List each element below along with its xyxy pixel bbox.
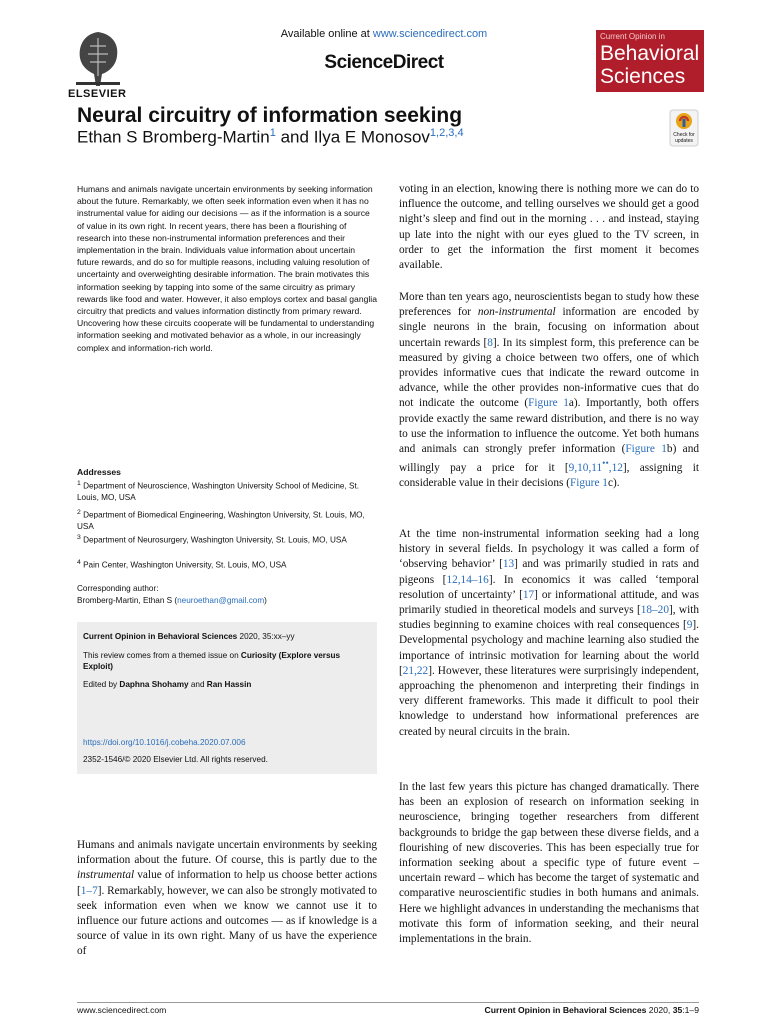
corresponding-label: Corresponding author: [77, 584, 159, 593]
body-paragraph-4: In the last few years this picture has changed dramatically. There has been an explosion of research on information seeking in neuroscience, bringing together researchers from different backgrounds to bridge the gap between these diverse fields, and a flourishing of new discoveries. This has been especially true for information seeking about a specific type of future event – uncertain reward – which has become the target of systematic and comparative neuroscientific studies in both humans and animals. Here we highlight advances in understanding the mechanisms that motivate this form of information seeking, and their neural implementations in the brain. [399, 781, 699, 946]
address-item: $^4$ Pain Center, Washington University, St. Louis, MO, USA [77, 559, 287, 570]
reference-link[interactable]: 17 [522, 588, 535, 601]
abstract-text: Humans and animals navigate uncertain environments by seeking information about the future. Remarkably, we often seek information even when it has no instrumental value for aiding our decisions — as if the information is a source of value in its own right. In recent years, there has been a flourishing of research into these non-instrumental information preferences and their implementation in the brain. Individuals value information about uncertain future rewards, and do so for multiple reasons, including valuing resolution of uncertainty and overweighting desirable information. The brain motivates this information seeking by tapping into some of the same circuitry as primary rewards like food and water. However, it also employs cortex and basal ganglia circuitry that predicts and values information distinctly from primary reward. Uncovering how these circuits cooperate will be fundamental to understanding information seeking and motivated behavior as a whole, in our increasingly complex and information-rich world. [77, 184, 377, 353]
reference-link[interactable]: 9,10,11 [568, 462, 603, 474]
corresponding-email-link[interactable]: neuroethan@gmail.com [177, 596, 265, 605]
article-authors: Ethan S Bromberg-Martin$^1$ and Ilya E Monosov$^{1,2,3,4}$ [77, 127, 464, 147]
address-item: $^3$ Department of Neurosurgery, Washington University, St. Louis, MO, USA [77, 534, 347, 545]
figure-link[interactable]: Figure 1 [569, 477, 608, 490]
journal-badge-small: Current Opinion in [600, 32, 665, 41]
figure-link[interactable]: Figure 1 [625, 443, 667, 456]
address-item: $^2$ Department of Biomedical Engineering, Washington University, St. Louis, MO, USA [77, 509, 365, 531]
reference-link[interactable]: 18–20 [640, 604, 669, 617]
journal-cover-badge[interactable] [596, 30, 704, 92]
footer-citation: Current Opinion in Behavioral Sciences 2020, 35:1–9 [484, 1005, 699, 1015]
intro-paragraph: Humans and animals navigate uncertain environments by seeking information about the future. Of course, this is partly due to the instrumental value of information to help us choose better actions [1–7]. Remarkably, however, we can also be strongly motivated to seek information even when we know we cannot use it to influence our future actions and outcomes — as if knowledge is a source of value in its own right. Many of us have the experience of [77, 839, 377, 958]
reference-link[interactable]: 1–7 [80, 884, 98, 897]
reference-link[interactable]: 8 [487, 336, 493, 349]
address-item: $^1$ Department of Neuroscience, Washington University School of Medicine, St. Louis, MO, USA [77, 480, 360, 502]
footer-divider [77, 1002, 699, 1003]
infobox-theme: This review comes from a themed issue on Curiosity (Explore versus Exploit) [83, 651, 341, 671]
body-paragraph-2: More than ten years ago, neuroscientists began to study how these preferences for non-instrumental information are encoded by single neurons in the brain, focusing on information about uncertain rewards [8]. In its simplest form, this preference can be measured by giving a choice between two offers, one of which provides informative cues that indicate the reward outcome in advance, while the other provides non-informative cues that do not indicate the outcome (Figure 1a). Importantly, both offers provide exactly the same reward distribution, and there is no way to use the information to influence the outcome. Yet both humans and animals can strongly prefer information (Figure 1b) and willingly pay a price for it [9,10,11••,12], assigning it considerable value in their decisions (Figure 1c). [399, 291, 700, 490]
figure-link[interactable]: Figure 1 [528, 397, 569, 410]
reference-link[interactable]: 21,22 [402, 664, 429, 677]
elsevier-tree-logo [72, 26, 124, 88]
reference-link[interactable]: 12,14–16 [446, 573, 489, 586]
article-info-box [77, 622, 377, 774]
body-paragraph-1: voting in an election, knowing there is nothing more we can do to influence the outcome, and telling ourselves we should get a good night’s sleep and find out in the morning . . . and instead, staying up late into the night with our eyes glued to the TV screen, in order to get the information the first moment it becomes available. [399, 183, 699, 272]
corresponding-author: Bromberg-Martin, Ethan S (neuroethan@gmail.com) [77, 596, 267, 605]
footer-site-link[interactable]: www.sciencedirect.com [77, 1005, 167, 1015]
body-paragraph-3: At the time non-instrumental information seeking had a long history in several fields. In psychology it was called a form of ‘observing behavior’ [13] and was primarily studied in rats and pigeons [12,14–16]. In economics it was called ‘temporal resolution of uncertainty’ [17] or informational attitude, and was primarily studied in theoretical models and surveys [18–20], with studies beginning to examine choices with real consequences [9]. Developmental psychology and machine learning also studied the importance of intrinsic motivation for learning about the world [21,22]. However, these literatures were surprisingly independent, approaching the phenomenon and interpreting their findings in very different frameworks. This made it difficult to pool their knowledge to understand how informational preferences are created by neural circuits in the brain. [399, 528, 699, 738]
reference-link[interactable]: 9 [686, 619, 693, 632]
copyright-line: 2352-1546/© 2020 Elsevier Ltd. All rights reserved. [83, 755, 268, 764]
available-online-line: Available online at www.sciencedirect.com [280, 28, 488, 40]
addresses-heading: Addresses [77, 467, 121, 477]
infobox-journal: Current Opinion in Behavioral Sciences 2020, 35:xx–yy [83, 632, 295, 641]
sciencedirect-logo[interactable]: ScienceDirect [324, 52, 444, 73]
elsevier-wordmark: ELSEVIER [68, 88, 127, 100]
doi-link[interactable]: https://doi.org/10.1016/j.cobeha.2020.07.006 [83, 738, 246, 747]
infobox-editors: Edited by Daphna Shohamy and Ran Hassin [83, 680, 252, 689]
journal-badge-title: Behavioral Sciences [600, 42, 700, 88]
sciencedirect-url-link[interactable]: www.sciencedirect.com [372, 28, 488, 40]
reference-link[interactable]: ,12 [608, 462, 623, 474]
check-for-updates-label: Check for updates [673, 132, 695, 144]
reference-link[interactable]: 13 [502, 558, 515, 571]
article-title: Neural circuitry of information seeking [77, 104, 463, 127]
